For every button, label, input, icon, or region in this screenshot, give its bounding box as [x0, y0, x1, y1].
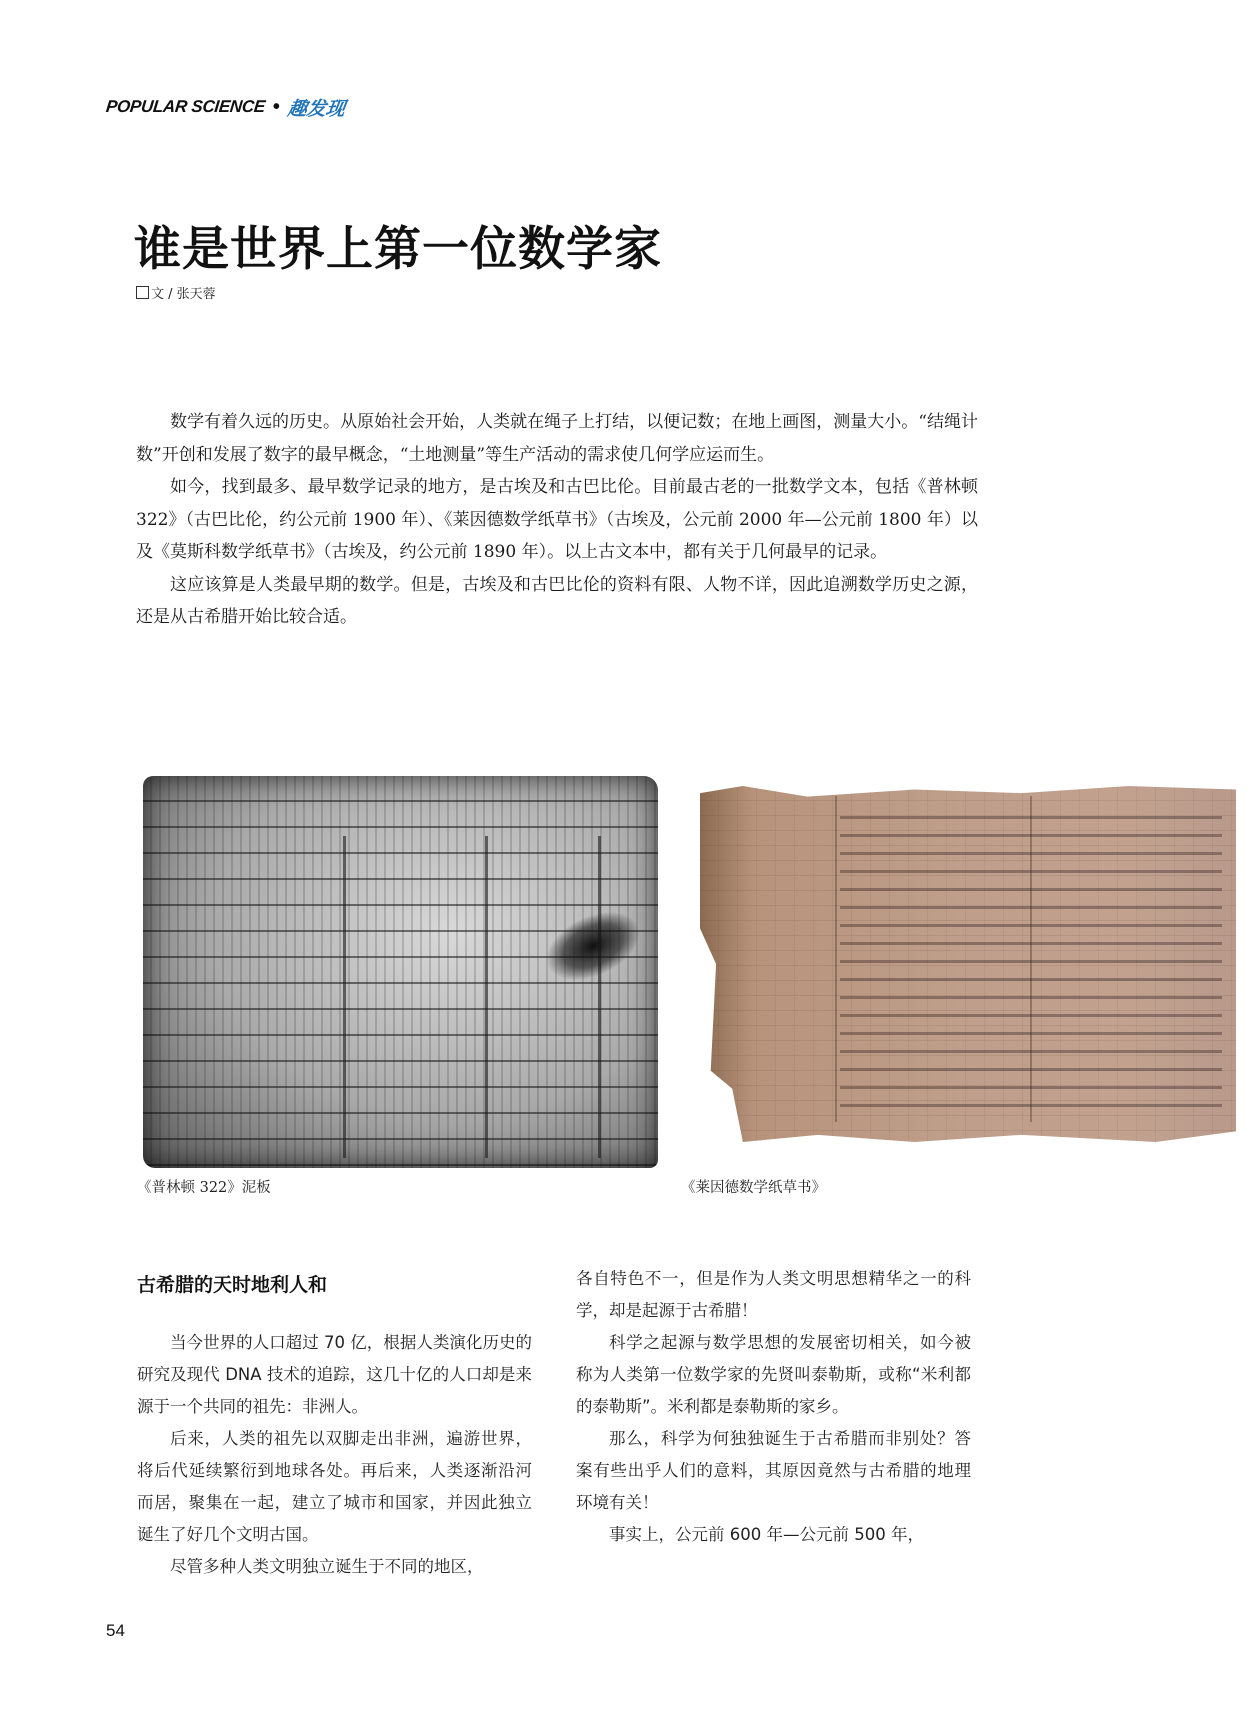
body-paragraph: 后来，人类的祖先以双脚走出非洲，遍游世界，将后代延续繁衍到地球各处。再后来，人类逐渐沿河而居，聚集在一起，建立了城市和国家，并因此独立诞生了好几个文明古国。	[137, 1429, 532, 1544]
body-paragraph: 事实上，公元前 600 年—公元前 500 年，	[609, 1525, 924, 1544]
magazine-header	[106, 95, 345, 119]
body-paragraph: 各自特色不一，但是作为人类文明思想精华之一的科学，却是起源于古希腊！	[576, 1269, 971, 1320]
papyrus-hieratic-text	[840, 806, 1222, 1112]
page-number: 54	[106, 1621, 125, 1640]
papyrus-divider	[835, 796, 837, 1122]
byline	[136, 283, 216, 302]
body-column-right	[576, 1263, 971, 1551]
tablet-crack	[535, 898, 651, 995]
rhind-papyrus-image	[700, 786, 1236, 1142]
body-paragraph: 尽管多种人类文明独立诞生于不同的地区，	[170, 1557, 484, 1576]
intro-text	[136, 406, 978, 634]
tablet-column-divider	[598, 836, 601, 1158]
tablet-column-divider	[485, 836, 488, 1158]
article-title: 谁是世界上第一位数学家	[134, 222, 662, 277]
intro-paragraph: 这应该算是人类最早期的数学。但是，古埃及和古巴比伦的资料有限、人物不详，因此追溯数学历史之源，还是从古希腊开始比较合适。	[136, 574, 978, 627]
figure-caption-papyrus: 《莱因德数学纸草书》	[681, 1180, 826, 1196]
intro-paragraph: 如今，找到最多、最早数学记录的地方，是古埃及和古巴比伦。目前最古老的一批数学文本，包括《普林顿 322》（古巴比伦，约公元前 1900 年）、《莱因德数学纸草书》（古埃及，公元前 2000 年—公元前 1800 年）以及《莫斯科数学纸草书》（古埃及，约公元前 1890 年）。以上古文本中，都有关于几何最早的记录。	[136, 477, 978, 562]
body-paragraph: 当今世界的人口超过 70 亿，根据人类演化历史的研究及现代 DNA 技术的追踪，这几十亿的人口却是来源于一个共同的祖先：非洲人。	[137, 1333, 532, 1416]
figure-caption-tablet: 《普林顿 322》泥板	[137, 1180, 271, 1196]
body-paragraph: 科学之起源与数学思想的发展密切相关，如今被称为人类第一位数学家的先贤叫泰勒斯，或称“米利都的泰勒斯”。米利都是泰勒斯的家乡。	[576, 1333, 971, 1416]
section-name: 趣发现	[286, 97, 347, 120]
header-separator: •	[272, 95, 280, 118]
brand-name: POPULAR SCIENCE	[105, 97, 266, 116]
body-column-left	[137, 1327, 532, 1583]
body-paragraph: 那么，科学为何独独诞生于古希腊而非别处？答案有些出乎人们的意料，其原因竟然与古希腊的地理环境有关！	[576, 1429, 971, 1512]
tablet-column-divider	[343, 836, 346, 1158]
byline-box-icon	[136, 286, 149, 299]
intro-paragraph: 数学有着久远的历史。从原始社会开始，人类就在绳子上打结，以便记数；在地上画图，测量大小。“结绳计数”开创和发展了数字的最早概念，“土地测量”等生产活动的需求使几何学应运而生。	[136, 412, 978, 465]
byline-text: 文 / 张天蓉	[151, 287, 216, 302]
plimpton-322-tablet-image	[143, 776, 658, 1168]
section-heading: 古希腊的天时地利人和	[137, 1274, 328, 1296]
